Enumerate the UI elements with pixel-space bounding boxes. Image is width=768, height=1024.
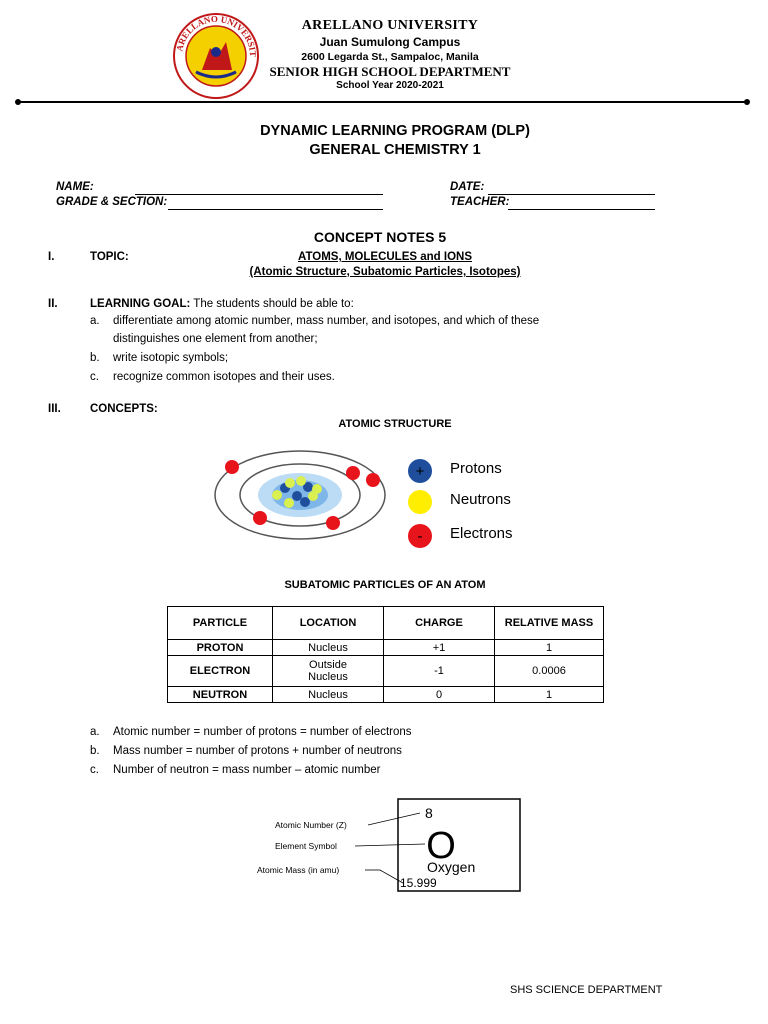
col-header-charge: CHARGE (384, 607, 495, 640)
neutron-dot (284, 498, 294, 508)
cell-location: Nucleus (273, 640, 384, 656)
goal-a-text-cont: distinguishes one element from another; (113, 333, 318, 345)
col-header-location: LOCATION (273, 607, 384, 640)
campus-name: Juan Sumulong Campus (319, 35, 461, 49)
cell-charge: 0 (384, 687, 495, 703)
legend-protons: Protons (450, 460, 502, 477)
name-label: NAME: (56, 181, 94, 193)
subatomic-table (167, 606, 604, 703)
grade-section-label: GRADE & SECTION: (56, 196, 168, 208)
goal-number: II. (48, 298, 58, 310)
element-box-figure (255, 798, 525, 894)
formula-c-marker: c. (90, 764, 99, 776)
cell-particle: NEUTRON (168, 687, 273, 703)
atomic-structure-heading: ATOMIC STRUCTURE (338, 418, 452, 430)
electron-dot (326, 516, 340, 530)
col-header-relative-mass: RELATIVE MASS (495, 607, 604, 640)
grade-section-field[interactable] (168, 208, 383, 210)
concept-notes-title: CONCEPT NOTES 5 (313, 229, 447, 245)
goal-b-marker: b. (90, 352, 100, 364)
label-element-symbol: Element Symbol (275, 841, 337, 851)
header-divider (17, 101, 747, 103)
topic-label: TOPIC: (90, 251, 129, 263)
neutron-dot (285, 478, 295, 488)
teacher-field[interactable] (508, 208, 655, 210)
goal-b-text: write isotopic symbols; (113, 352, 229, 364)
date-field[interactable] (488, 193, 655, 195)
teacher-label: TEACHER: (450, 196, 510, 208)
university-name: ARELLANO UNIVERSITY (301, 18, 479, 33)
learning-goal-label: LEARNING GOAL: (90, 298, 191, 310)
neutron-dot (312, 484, 322, 494)
element-mass: 15.999 (400, 876, 437, 890)
cell-mass: 1 (495, 640, 604, 656)
cell-location: Nucleus (273, 687, 384, 703)
table-row (168, 656, 604, 687)
date-label: DATE: (450, 181, 485, 193)
electron-dot (253, 511, 267, 525)
cell-mass: 1 (495, 687, 604, 703)
program-title: DYNAMIC LEARNING PROGRAM (DLP) (260, 123, 530, 139)
electron-dot (225, 460, 239, 474)
learning-goal-text: The students should be able to: (190, 298, 354, 310)
subatomic-heading: SUBATOMIC PARTICLES OF AN ATOM (284, 579, 486, 591)
school-year: School Year 2020-2021 (336, 80, 444, 91)
topic-subtitle: (Atomic Structure, Subatomic Particles, Isotopes) (249, 266, 521, 278)
neutron-dot (296, 476, 306, 486)
proton-dot (292, 491, 302, 501)
concepts-number: III. (48, 403, 61, 415)
seal-text: ARELLANO UNIVERSIT (174, 13, 259, 58)
protons-symbol: + (415, 463, 425, 480)
goal-a-text: differentiate among atomic number, mass number, and isotopes, and which of these (113, 315, 540, 327)
formula-b-marker: b. (90, 745, 100, 757)
legend-neutrons: Neutrons (450, 491, 511, 508)
goal-c-text: recognize common isotopes and their uses. (113, 371, 335, 383)
topic-title: ATOMS, MOLECULES and IONS (298, 251, 472, 263)
campus-address: 2600 Legarda St., Sampaloc, Manila (301, 51, 479, 63)
formula-b-text: Mass number = number of protons + number of neutrons (113, 745, 402, 757)
atom-diagram (205, 445, 395, 545)
goal-a-marker: a. (90, 315, 100, 327)
electron-dot (346, 466, 360, 480)
electron-dot (366, 473, 380, 487)
label-atomic-number: Atomic Number (Z) (275, 820, 347, 830)
formula-a-text: Atomic number = number of protons = number of electrons (113, 726, 412, 738)
cell-particle: PROTON (168, 640, 273, 656)
col-header-particle: PARTICLE (168, 607, 273, 640)
cell-charge: -1 (384, 656, 495, 687)
neutron-dot (272, 490, 282, 500)
topic-number: I. (48, 251, 55, 263)
footer-department: SHS SCIENCE DEPARTMENT (510, 984, 663, 996)
electrons-symbol: - (417, 528, 423, 545)
atom-legend-swatches (402, 458, 438, 550)
table-row (168, 640, 604, 656)
concepts-label: CONCEPTS: (90, 403, 158, 415)
department-name: SENIOR HIGH SCHOOL DEPARTMENT (269, 64, 511, 79)
cell-particle: ELECTRON (168, 656, 273, 687)
legend-electrons: Electrons (450, 525, 513, 542)
table-row (168, 687, 604, 703)
cell-mass: 0.0006 (495, 656, 604, 687)
goal-c-marker: c. (90, 371, 99, 383)
label-atomic-mass: Atomic Mass (in amu) (257, 865, 340, 875)
name-field[interactable] (135, 193, 383, 195)
element-name: Oxygen (427, 859, 476, 875)
proton-dot (300, 497, 310, 507)
cell-charge: +1 (384, 640, 495, 656)
element-atomic-number: 8 (425, 805, 433, 821)
learning-goal-intro (90, 298, 354, 310)
formula-a-marker: a. (90, 726, 100, 738)
subject-title: GENERAL CHEMISTRY 1 (309, 142, 481, 158)
formula-c-text: Number of neutron = mass number – atomic number (113, 764, 381, 776)
cell-location: Outside Nucleus (273, 656, 384, 687)
element-symbol: O (426, 825, 456, 867)
rule-end-dot-right (744, 99, 750, 105)
